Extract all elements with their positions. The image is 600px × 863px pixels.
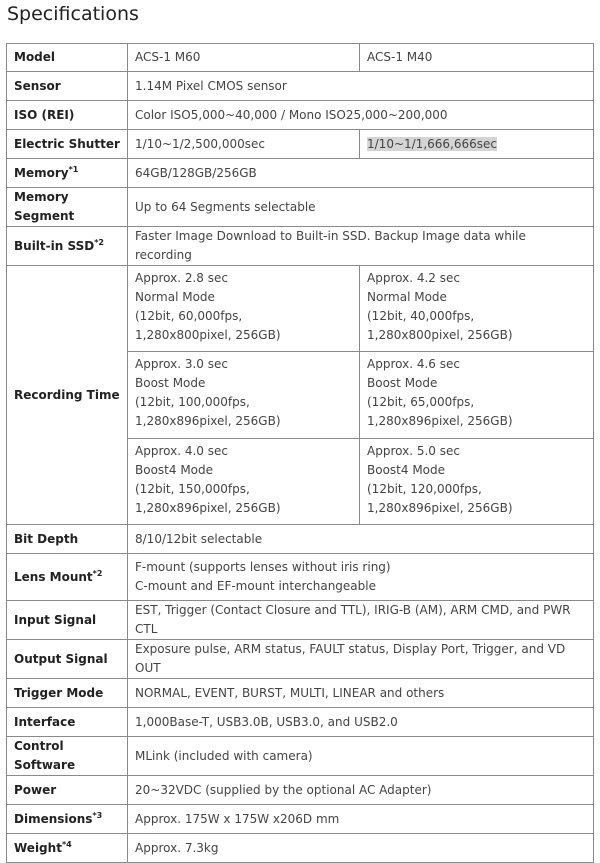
row-label: Weight$^{*4}$ — [7, 834, 128, 863]
table-row — [7, 554, 594, 601]
cell-value: Up to 64 Segments selectable — [128, 188, 594, 227]
table-row — [7, 776, 594, 805]
table-row — [7, 101, 594, 130]
highlighted-text: 1/10~1/1,666,666sec — [367, 136, 497, 151]
table-row — [7, 708, 594, 737]
row-label: Control Software — [7, 737, 128, 776]
footnote-mark: *2 — [92, 568, 103, 578]
recording-normal-m40: Approx. 4.2 sec Normal Mode (12bit, 40,000fps, 1,280x800pixel, 256GB) — [360, 266, 594, 352]
row-label: Lens Mount$^{*2}$ — [7, 554, 128, 601]
cell-value: NORMAL, EVENT, BURST, MULTI, LINEAR and others — [128, 679, 594, 708]
cell-value: Approx. 7.3kg — [128, 834, 594, 863]
recording-boost-m40: Approx. 4.6 sec Boost Mode (12bit, 65,000fps, 1,280x896pixel, 256GB) — [360, 352, 594, 439]
table-row — [7, 525, 594, 554]
cell-value: 64GB/128GB/256GB — [128, 159, 594, 188]
cell-value: Color ISO5,000~40,000 / Mono ISO25,000~200,000 — [128, 101, 594, 130]
table-row — [7, 266, 594, 352]
recording-boost4-m60: Approx. 4.0 sec Boost4 Mode (12bit, 150,000fps, 1,280x896pixel, 256GB) — [128, 439, 360, 525]
row-label: Trigger Mode — [7, 679, 128, 708]
row-label: Model — [7, 44, 128, 72]
table-row — [7, 227, 594, 266]
page-title: Specifications — [7, 3, 139, 25]
cell-value: EST, Trigger (Contact Closure and TTL), IRIG-B (AM), ARM CMD, and PWR CTL — [128, 601, 594, 640]
row-label: Output Signal — [7, 640, 128, 679]
cell-value: 1.14M Pixel CMOS sensor — [128, 72, 594, 101]
cell-value: F-mount (supports lenses without iris ring) C-mount and EF-mount interchangeable — [128, 554, 594, 601]
footnote-mark: *4 — [61, 839, 72, 849]
table-row — [7, 834, 594, 863]
recording-boost-m60: Approx. 3.0 sec Boost Mode (12bit, 100,000fps, 1,280x896pixel, 256GB) — [128, 352, 360, 439]
cell-value: 1,000Base-T, USB3.0B, USB3.0, and USB2.0 — [128, 708, 594, 737]
table-row — [7, 640, 594, 679]
table-row — [7, 737, 594, 776]
row-label: Power — [7, 776, 128, 805]
row-label: Built-in SSD$^{*2}$ — [7, 227, 128, 266]
table-row — [7, 601, 594, 640]
spec-table — [6, 43, 594, 863]
row-label: Input Signal — [7, 601, 128, 640]
cell-value: ACS-1 M40 — [360, 44, 594, 72]
cell-value: 8/10/12bit selectable — [128, 525, 594, 554]
cell-value: Faster Image Download to Built-in SSD. Backup Image data while recording — [128, 227, 594, 266]
footnote-mark: *3 — [92, 810, 103, 820]
recording-normal-m60: Approx. 2.8 sec Normal Mode (12bit, 60,000fps, 1,280x800pixel, 256GB) — [128, 266, 360, 352]
table-row — [7, 72, 594, 101]
cell-value: 1/10~1/2,500,000sec — [128, 130, 360, 159]
footnote-mark: *2 — [94, 237, 104, 247]
row-label: Recording Time — [7, 266, 128, 525]
row-label: Electric Shutter — [7, 130, 128, 159]
table-row — [7, 44, 594, 72]
row-label: Memory Segment — [7, 188, 128, 227]
cell-value — [360, 130, 594, 159]
row-label: Sensor — [7, 72, 128, 101]
footnote-mark: *1 — [68, 164, 79, 174]
row-label: Bit Depth — [7, 525, 128, 554]
recording-boost4-m40: Approx. 5.0 sec Boost4 Mode (12bit, 120,000fps, 1,280x896pixel, 256GB) — [360, 439, 594, 525]
row-label: Dimensions$^{*3}$ — [7, 805, 128, 834]
table-row — [7, 679, 594, 708]
table-row — [7, 130, 594, 159]
row-label: Interface — [7, 708, 128, 737]
table-row — [7, 805, 594, 834]
table-row — [7, 188, 594, 227]
cell-value: Approx. 175W x 175W x206D mm — [128, 805, 594, 834]
cell-value: 20~32VDC (supplied by the optional AC Adapter) — [128, 776, 594, 805]
row-label: Memory$^{*1}$ — [7, 159, 128, 188]
cell-value: MLink (included with camera) — [128, 737, 594, 776]
row-label: ISO (REI) — [7, 101, 128, 130]
table-row — [7, 159, 594, 188]
cell-value: Exposure pulse, ARM status, FAULT status, Display Port, Trigger, and VD OUT — [128, 640, 594, 679]
cell-value: ACS-1 M60 — [128, 44, 360, 72]
